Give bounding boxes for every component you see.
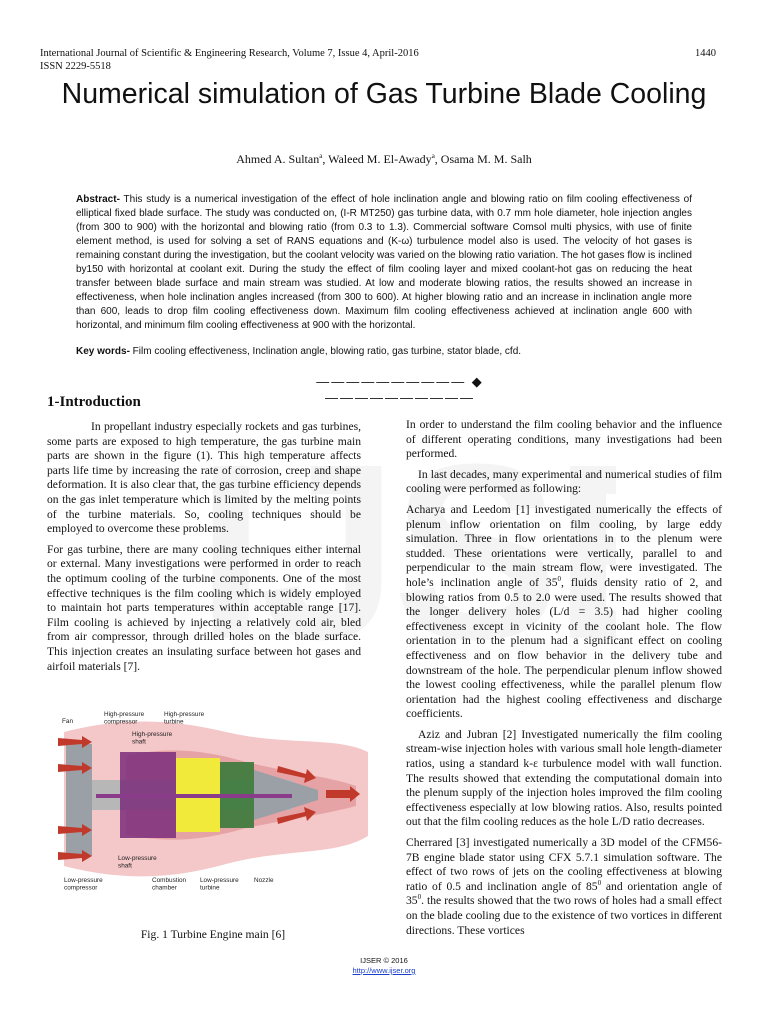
keywords-text: Film cooling effectiveness, Inclination angle, blowing ratio, gas turbine, stator blade, cfd. (129, 346, 522, 357)
paragraph: Aziz and Jubran [2] Investigated numerically the film cooling stream-wise injection holes with various small hole length-diameter ratios, using a standard k-ε turbulence model with wall function. The results showed that extending the computational domain into the plenum supply of the injection holes improved the film cooling effectiveness especially at low blowing ratios. Also, results pointed out that the film cooling reduces as the hole L/D ratio decreases. (406, 727, 722, 829)
footer (0, 956, 768, 976)
label-hp-compressor: High-pressure compressor (104, 711, 145, 726)
paragraph: For gas turbine, there are many cooling techniques either internal or external. Many investigations were performed in order to reach the optimum cooling of the turbine components. One of the most effective techniques is the film cooling which is widely employed to maintain hot parts temperatures within acceptable range [17]. Film cooling is achieved by injecting a relatively cold air, bled from air compressor, through drilled holes on the blade surface. This injection creates an insulating surface between hot gases and airfoil materials [7]. (47, 542, 361, 673)
turbine-engine-figure (56, 706, 370, 898)
abstract (76, 193, 692, 333)
label-lp-compressor: Low-pressure compressor (64, 877, 103, 892)
issn: ISSN 2229-5518 (40, 61, 111, 72)
right-column (406, 418, 722, 944)
label-nozzle: Nozzle (254, 877, 274, 884)
abstract-label: Abstract- (76, 194, 120, 205)
fan-blades (66, 744, 92, 856)
authors: Ahmed A. Sultan$^a$, Waleed M. El-Awady$^a$, Osama M. M. Salh (236, 152, 532, 166)
paragraph: In order to understand the film cooling behavior and the influence of different operating conditions, many investigations had been performed. (406, 418, 722, 461)
section-heading: 1-Introduction (47, 394, 141, 410)
footer-copyright: IJSER © 2016 (360, 956, 408, 965)
label-fan: Fan (62, 718, 74, 725)
author-3: Osama M. M. Salh (440, 152, 532, 166)
paragraph: In last decades, many experimental and numerical studies of film cooling were performed as following: (406, 467, 722, 496)
abstract-text: This study is a numerical investigation of the effect of hole inclination angle and blowing ratio on film cooling effectiveness of elliptical fixed blade surface. The study was conducted on, (I-R MT250) gas turbine data, with 0.7 mm hole diameter, hole injection angles (from 300 to 900) with the horizontal and blowing ratio (from 0.3 to 1.3). Commercial software Comsol multi physics, with use of finite element method, is used for solving a set of RANS equations and (K-ω) turbulence model also is used. The velocity of hot gases is remaining constant during the investigation, but the coolant velocity was varied on the blowing ratio variation. The hot gases flow is inclined by150 with horizontal at coolant exit. During the study the effect of film cooling layer and mixed coolant-hot gas on reducing the heat transfer between blade surface and main stream was studied. At low and moderate blowing ratios, the results showed an increase in effectiveness, when hole inclination angles increased (from 300 to 600). At higher blowing ratio and an increase in inclination angle more than 600, leads to drop film cooling effectiveness down. Maximum film cooling effectiveness achieved at inclination angle 600 with horizontal, and minimum film cooling effectiveness at 900 with the horizontal. (76, 194, 692, 331)
paragraph: Cherrared [3] investigated numerically a 3D model of the CFM56-7B engine blade stator using CFX 5.7.1 simulation software. The effect of two rows of jets on the cooling effectiveness at blowing ratio of 0.5 and inclination angle of $85^0$ and orientation angle of $35^0$. the results showed that the two rows of holes had a small effect on the blade cooling due to the existence of two vortices in different directions. These vortices (406, 836, 722, 937)
author-1: Ahmed A. Sultan$^a$ (236, 152, 323, 166)
label-combustion: Combustion chamber (152, 877, 187, 892)
journal-header: International Journal of Scientific & Engineering Research, Volume 7, Issue 4, April-2016 (40, 48, 419, 59)
keywords (76, 345, 692, 359)
label-hp-turbine: High-pressure turbine (164, 711, 205, 726)
keywords-label: Key words- (76, 346, 130, 357)
author-2: Waleed M. El-Awady$^a$ (328, 152, 435, 166)
footer-link[interactable]: http://www.ijser.org (352, 966, 416, 975)
paper-title: Numerical simulation of Gas Turbine Blade Cooling (61, 78, 707, 110)
page-number: 1440 (695, 48, 716, 59)
paragraph: In propellant industry especially rockets and gas turbines, some parts are exposed to high temperature, the gas turbine main parts are shown in the figure (1). This high temperature affects parts life time by increasing the rate of corrosion, creep and shape deformation. It is also clear that, the gas turbine efficiency depends on the gas inlet temperature which is limited by the melting points of the turbine materials. So, cooling techniques should be employed to overcome these problems. (47, 420, 361, 536)
left-column (47, 420, 361, 680)
label-lp-shaft: Low-pressure shaft (118, 855, 157, 870)
figure-caption: Fig. 1 Turbine Engine main [6] (140, 928, 286, 941)
section-divider: —————————— ◆ —————————— (316, 374, 484, 405)
paragraph: Acharya and Leedom [1] investigated numerically the effects of plenum inflow orientation on film cooling, by large eddy simulation. Three in flow orientations in to the plenum were studded. These orientations were vertically, parallel to and perpendicular to the main stream flow, were investigated. The hole’s inclination angle of $35^0$, fluids density ratio of 2, and blowing ratios from 0.5 to 2.0 were used. The results showed that the longer delivery holes (L/d = 3.5) had higher cooling effectiveness except in vicinity of the coolant hole. The flow orientation in to the plenum had a significant effect on cooling effectiveness and on flow behavior in the delivery tube and downstream of the hole. The perpendicular plenum inflow showed the lowest cooling effectiveness, while the parallel plenum flow orientation had the highest cooling effectiveness and discharge coefficients. (406, 502, 722, 721)
label-hp-shaft: High-pressure shaft (132, 731, 173, 746)
label-lp-turbine: Low-pressure turbine (200, 877, 239, 892)
